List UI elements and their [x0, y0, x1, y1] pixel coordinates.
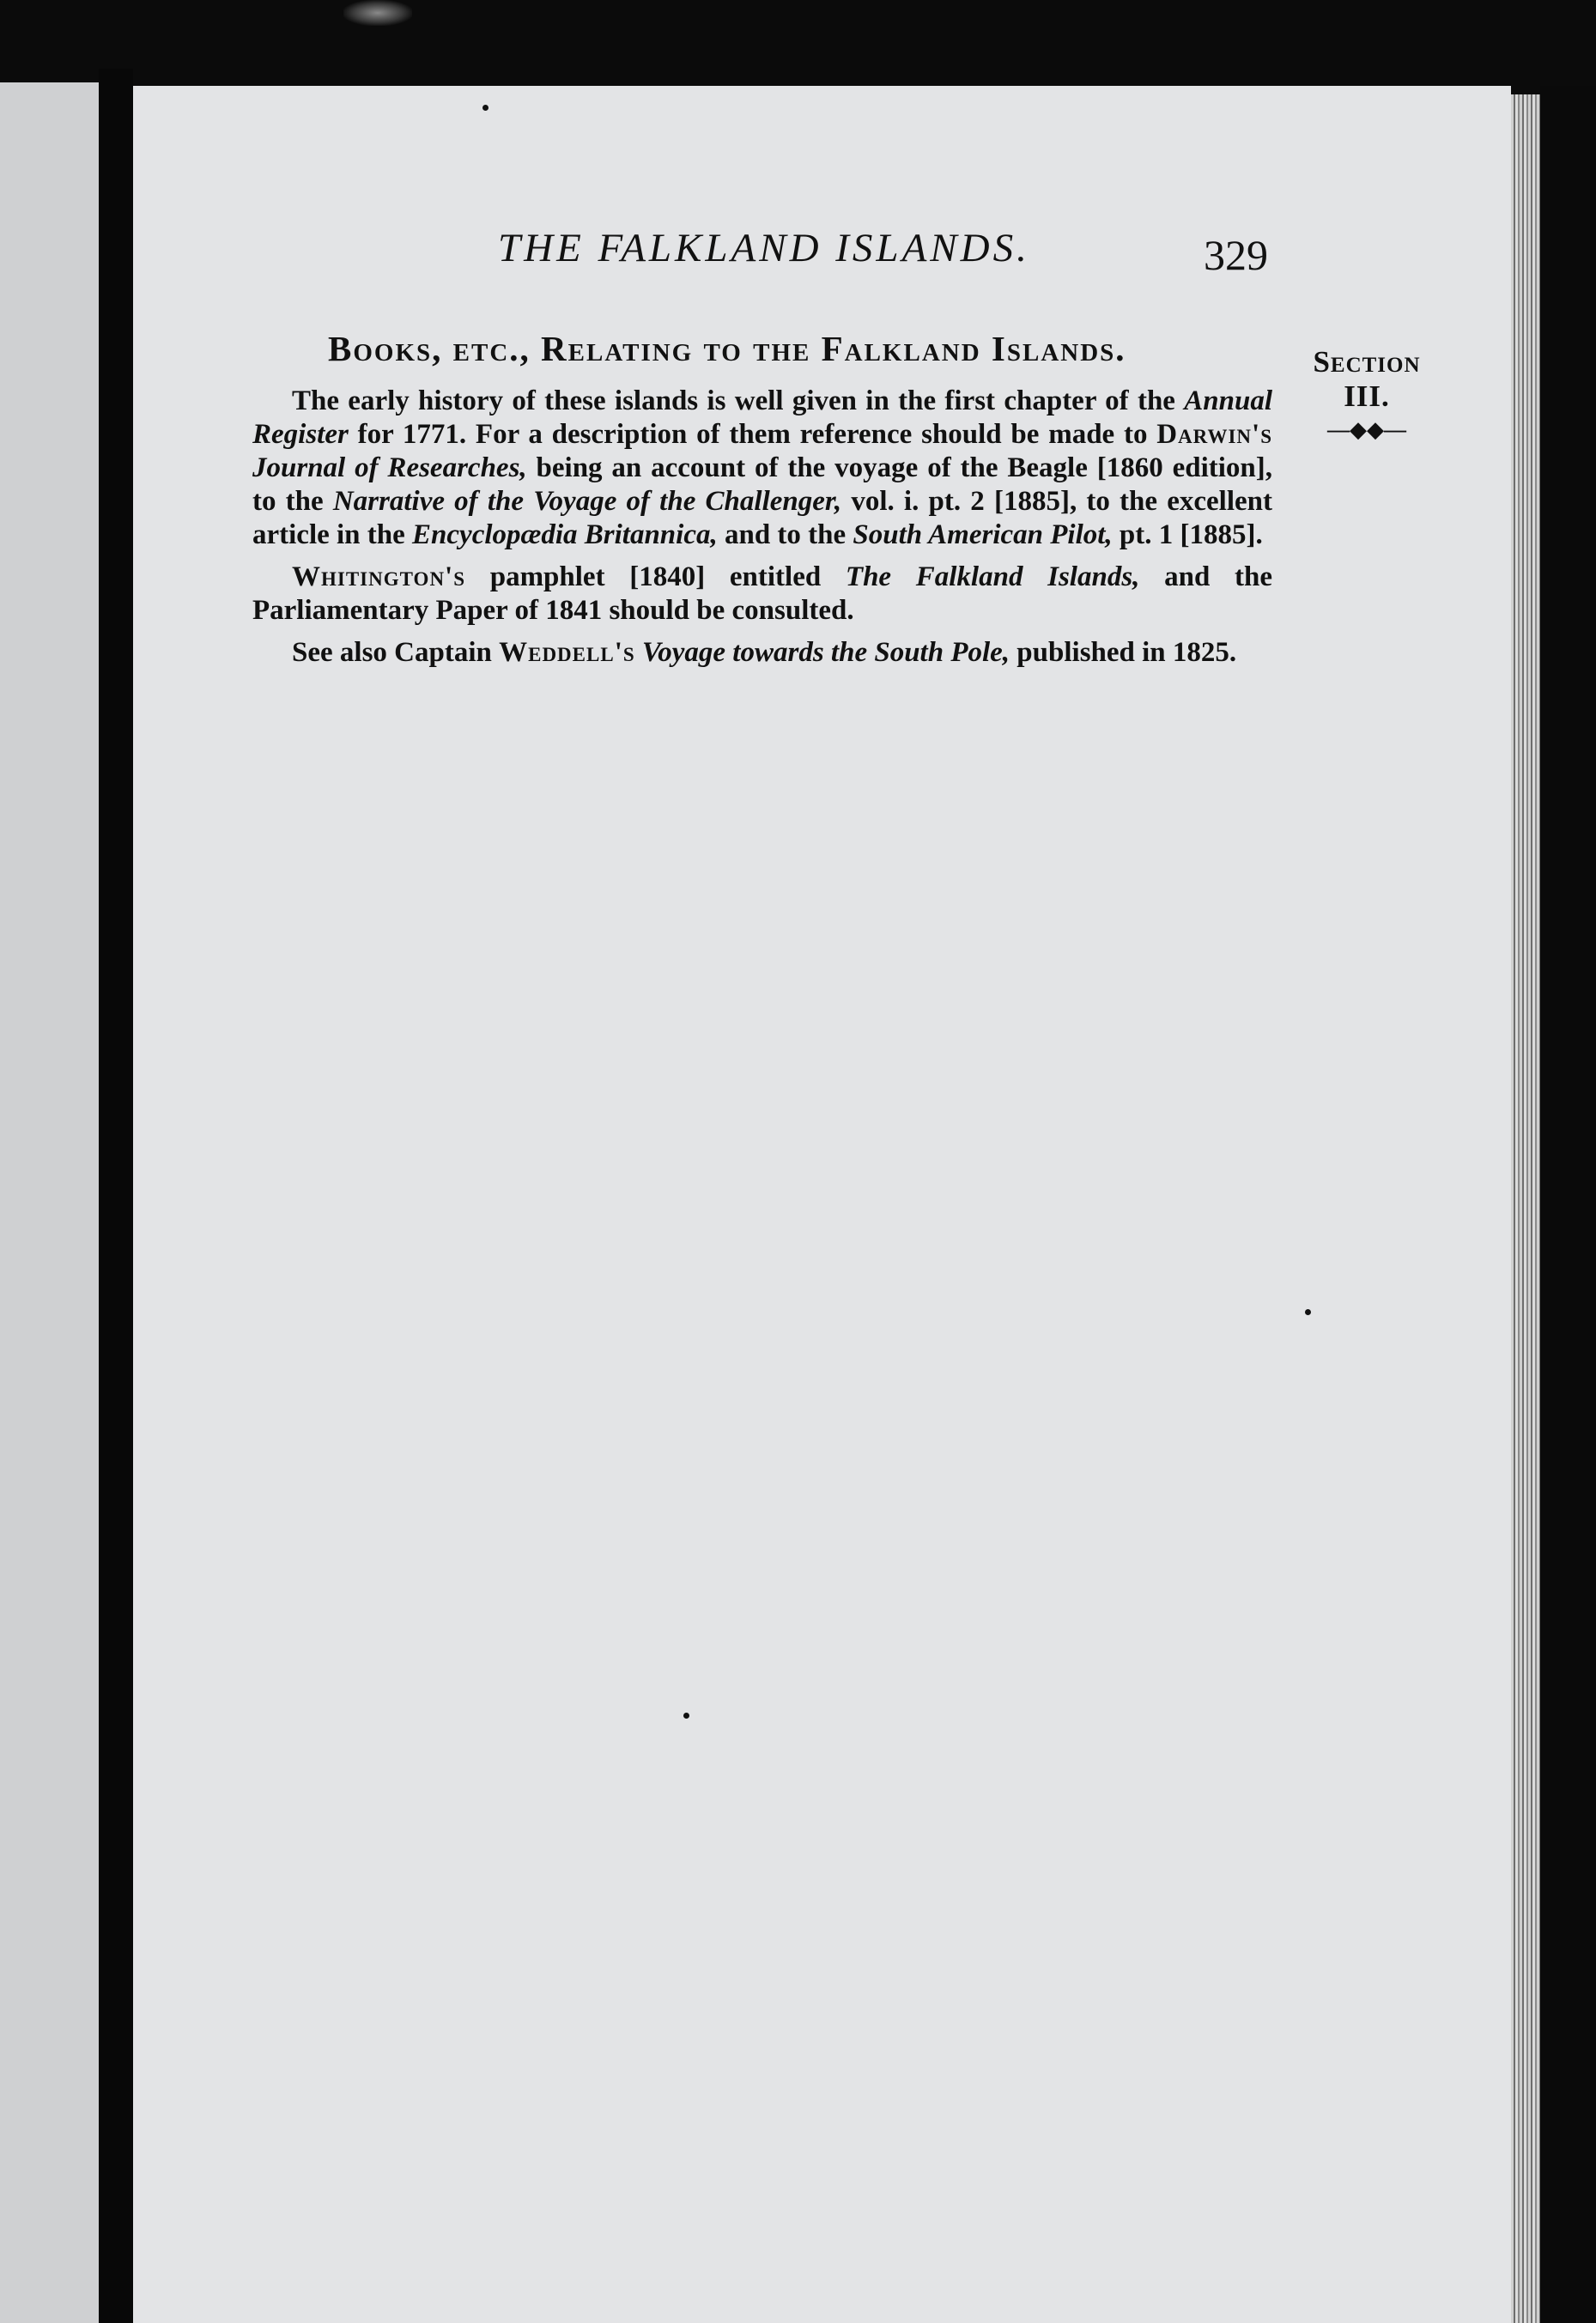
italic-title: Encyclopædia Britannica, [412, 519, 718, 550]
ornament-divider: —◆◆— [1327, 417, 1406, 442]
paragraph-3 [252, 636, 1272, 670]
ink-speck [482, 105, 489, 111]
text-run: pt. 1 [1885]. [1112, 519, 1263, 550]
text-run: pamphlet [1840] entitled [465, 561, 846, 592]
italic-title: South American Pilot, [853, 519, 1113, 550]
italic-title: Journal of Researches, [252, 452, 527, 483]
section-heading: Books, etc., Relating to the Falkland Islands. [328, 329, 1126, 368]
author-name: Whitington's [292, 561, 466, 592]
paragraph-2 [252, 561, 1272, 628]
italic-title: Voyage towards the South Pole, [641, 637, 1010, 668]
italic-title: Narrative of the Voyage of the Challenger, [332, 486, 842, 517]
text-run: See also Captain [292, 637, 500, 668]
side-note-number: III. [1344, 379, 1390, 413]
text-run: and to the [717, 519, 853, 550]
page-number: 329 [1204, 231, 1268, 279]
text-run [635, 637, 642, 668]
facing-page-edge [0, 82, 99, 2323]
side-note-label: Section [1313, 345, 1421, 379]
italic-title: Annual Register [252, 385, 1272, 450]
ink-speck [1305, 1309, 1311, 1315]
scan-artifact [343, 0, 412, 26]
text-run: The early history of these islands is well given in the first chapter of the [292, 385, 1185, 416]
text-run: vol. i. pt. 2 [1885], to the excellent article in the [252, 486, 1272, 550]
running-title: THE FALKLAND ISLANDS. [498, 226, 1030, 270]
text-run: and the Parliamentary Paper of 1841 should be consulted. [252, 561, 1272, 626]
book-gutter [99, 69, 133, 2323]
text-run: being an account of the voyage of the Beagle [1860 edition], to the [252, 452, 1273, 517]
italic-title: The Falkland Islands, [845, 561, 1140, 592]
author-name: Darwin's [1156, 419, 1272, 450]
scan-border [1540, 86, 1596, 2323]
side-note [1298, 345, 1435, 443]
page-stack-edge [1511, 94, 1540, 2323]
body-text [252, 385, 1272, 678]
text-run: published in 1825. [1010, 637, 1237, 668]
paragraph-1 [252, 385, 1272, 552]
ink-speck [683, 1713, 689, 1719]
text-run: for 1771. For a description of them reference should be made to [348, 419, 1157, 450]
author-name: Weddell's [499, 637, 635, 668]
